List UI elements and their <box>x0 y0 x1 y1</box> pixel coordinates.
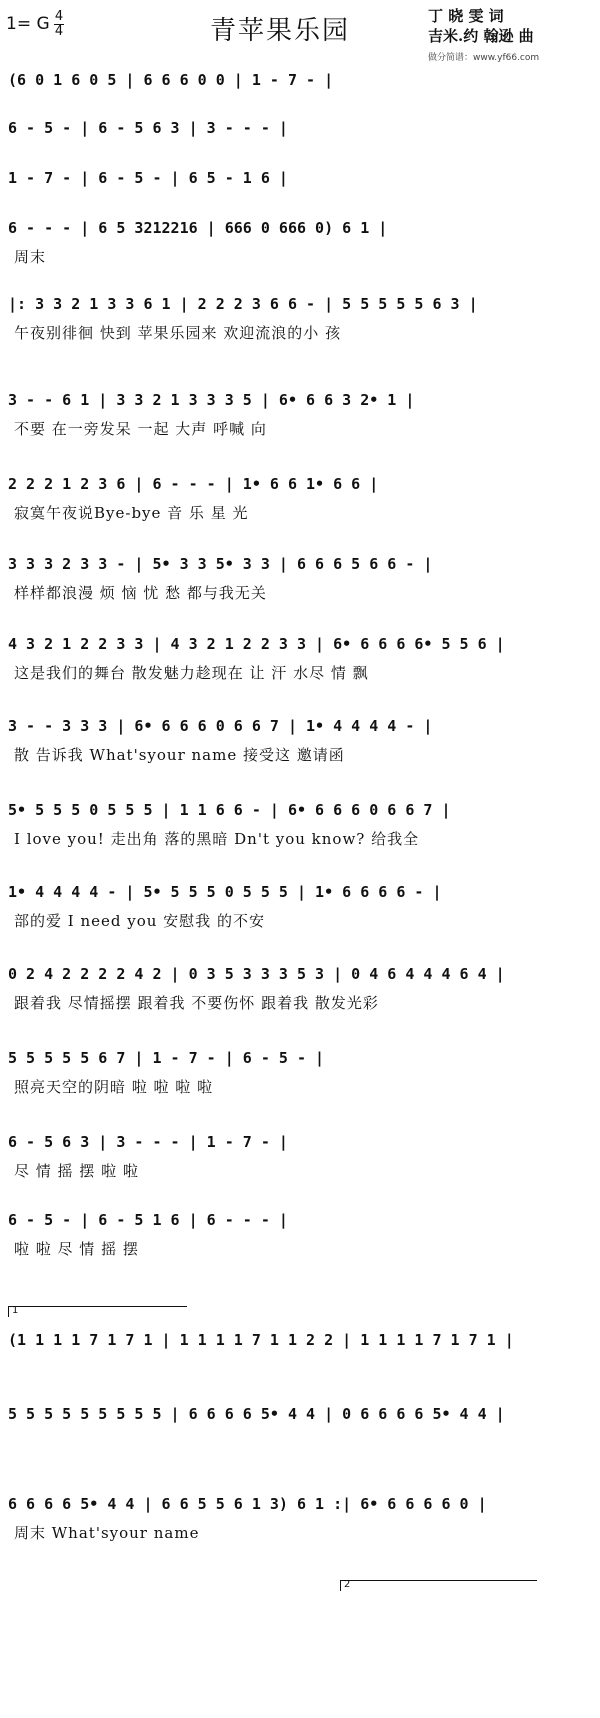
music-system <box>0 630 600 700</box>
music-system <box>0 290 600 360</box>
music-system <box>0 878 600 948</box>
lyrics-line: 照亮天空的阴暗 啦 啦 啦 啦 <box>14 1078 214 1096</box>
lyrics-line: 样样都浪漫 烦 恼 忧 愁 都与我无关 <box>14 584 267 602</box>
numbered-notation-line: 5 5 5 5 5 5 5 5 5 | 6 6 6 6 5• 4 4 | 0 6 6 6 6 5• 4 4 | <box>8 1405 505 1423</box>
numbered-notation-line: 0 2 4 2 2 2 2 4 2 | 0 3 5 3 3 3 5 3 | 0 4 6 4 4 4 6 4 | <box>8 965 505 983</box>
music-system <box>0 796 600 866</box>
numbered-notation-line: 1• 4 4 4 4 - | 5• 5 5 5 0 5 5 5 | 1• 6 6 6 6 - | <box>8 883 442 901</box>
lyricist-credit: 丁 晓 雯 词 <box>428 7 504 25</box>
numbered-notation-line: |: 3 3 2 1 3 3 6 1 | 2 2 2 3 6 6 - | 5 5 5 5 5 6 3 | <box>8 295 478 313</box>
numbered-notation-line: 6 6 6 6 5• 4 4 | 6 6 5 5 6 1 3) 6 1 :| 6• 6 6 6 6 0 | <box>8 1495 487 1513</box>
numbered-notation-line: 6 - 5 - | 6 - 5 1 6 | 6 - - - | <box>8 1211 288 1229</box>
lyrics-line: 周末 <box>14 248 47 266</box>
time-signature <box>54 10 64 39</box>
music-system <box>0 1400 600 1470</box>
music-system <box>0 214 600 284</box>
lyrics-line: 不要 在一旁发呆 一起 大声 呼喊 向 <box>14 420 267 438</box>
music-system <box>0 960 600 1030</box>
music-system <box>0 1044 600 1114</box>
numbered-notation-line: 6 - 5 - | 6 - 5 6 3 | 3 - - - | <box>8 119 288 137</box>
second-ending-bracket <box>340 1580 537 1591</box>
music-system <box>0 386 600 456</box>
music-system <box>0 712 600 782</box>
numbered-notation-line: (6 0 1 6 0 5 | 6 6 6 0 0 | 1 - 7 - | <box>8 71 334 89</box>
music-system <box>0 1206 600 1276</box>
lyrics-line: 跟着我 尽情摇摆 跟着我 不要伤怀 跟着我 散发光彩 <box>14 994 379 1012</box>
music-system <box>0 550 600 620</box>
lyrics-line: 部的爱 I need you 安慰我 的不安 <box>14 912 265 930</box>
composer-credit: 吉米.约 翰逊 曲 <box>428 27 534 45</box>
first-ending-bracket <box>8 1306 187 1317</box>
song-title: 青苹果乐园 <box>210 16 351 46</box>
numbered-notation-line: 3 - - 6 1 | 3 3 2 1 3 3 3 5 | 6• 6 6 3 2• 1 | <box>8 391 415 409</box>
lyrics-line: 周末 What'syour name <box>14 1524 200 1542</box>
numbered-notation-line: 6 - 5 6 3 | 3 - - - | 1 - 7 - | <box>8 1133 288 1151</box>
second-ending-label: 2 <box>344 1579 351 1590</box>
music-system <box>0 470 600 540</box>
numbered-notation-line: 1 - 7 - | 6 - 5 - | 6 5 - 1 6 | <box>8 169 288 187</box>
numbered-notation-line: 3 3 3 2 3 3 - | 5• 3 3 5• 3 3 | 6 6 6 5 6 6 - | <box>8 555 433 573</box>
key-signature: 1= G <box>6 14 50 34</box>
numbered-notation-line: 5 5 5 5 5 6 7 | 1 - 7 - | 6 - 5 - | <box>8 1049 325 1067</box>
numbered-notation-line: 3 - - 3 3 3 | 6• 6 6 6 0 6 6 7 | 1• 4 4 4 4 - | <box>8 717 433 735</box>
numbered-notation-line: (1 1 1 1 7 1 7 1 | 1 1 1 1 7 1 1 2 2 | 1 1 1 1 7 1 7 1 | <box>8 1331 514 1349</box>
lyrics-line: I love you! 走出角 落的黑暗 Dn't you know? 给我全 <box>14 830 420 848</box>
time-signature-bottom: 4 <box>54 24 64 39</box>
music-system <box>0 1128 600 1198</box>
music-system <box>0 1490 600 1560</box>
music-system <box>0 1326 600 1396</box>
time-signature-top: 4 <box>54 9 64 24</box>
numbered-notation-line: 6 - - - | 6 5 3212216 | 666 0 666 0) 6 1 | <box>8 219 388 237</box>
lyrics-line: 啦 啦 尽 情 摇 摆 <box>14 1240 139 1258</box>
lyrics-line: 散 告诉我 What'syour name 接受这 邀请函 <box>14 746 345 764</box>
lyrics-line: 寂寞午夜说Bye-bye 音 乐 星 光 <box>14 504 249 522</box>
source-watermark: 做分简谱：www.yf66.com <box>428 53 540 63</box>
lyrics-line: 尽 情 摇 摆 啦 啦 <box>14 1162 139 1180</box>
lyrics-line: 午夜别徘徊 快到 苹果乐园来 欢迎流浪的小 孩 <box>14 324 342 342</box>
lyrics-line: 这是我们的舞台 散发魅力趁现在 让 汗 水尽 情 飘 <box>14 664 369 682</box>
numbered-notation-line: 2 2 2 1 2 3 6 | 6 - - - | 1• 6 6 1• 6 6 | <box>8 475 379 493</box>
numbered-notation-line: 5• 5 5 5 0 5 5 5 | 1 1 6 6 - | 6• 6 6 6 0 6 6 7 | <box>8 801 451 819</box>
first-ending-label: 1 <box>12 1305 19 1316</box>
numbered-notation-line: 4 3 2 1 2 2 3 3 | 4 3 2 1 2 2 3 3 | 6• 6 6 6 6• 5 5 6 | <box>8 635 505 653</box>
credits <box>428 6 534 46</box>
